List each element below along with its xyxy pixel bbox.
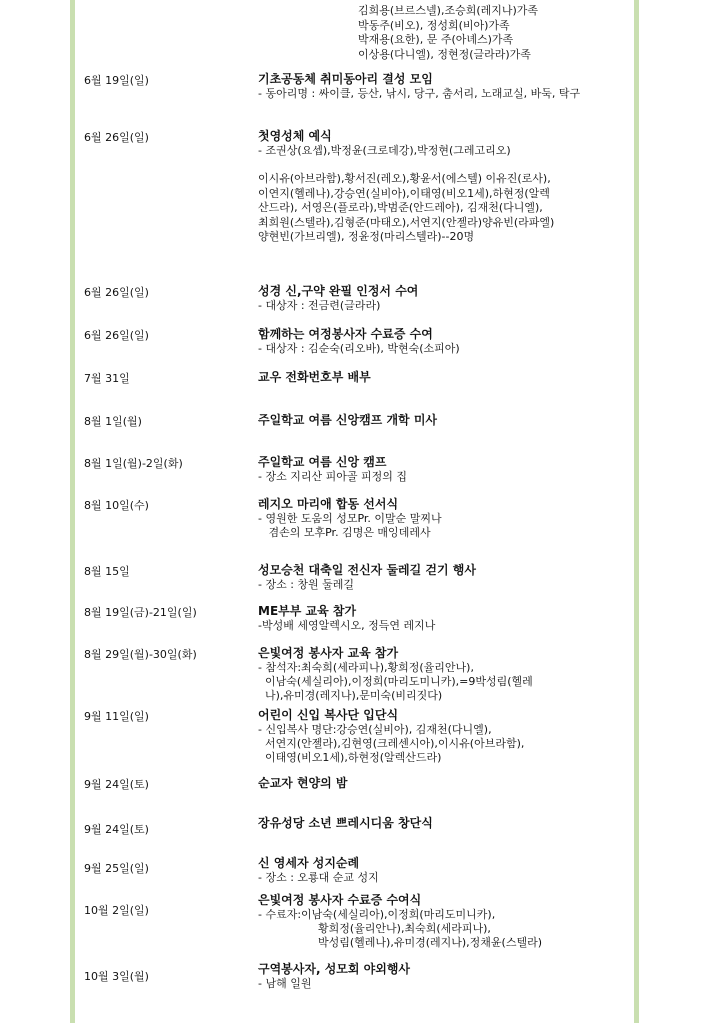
name-line: 이시유(아브라함),황서진(레오),황윤서(에스텔) 이유진(로사), [258, 172, 551, 185]
event-date: 10월 2일(일) [84, 904, 149, 917]
event-title: 장유성당 소년 쁘레시디움 창단식 [258, 816, 433, 830]
event-title: 순교자 현양의 밤 [258, 776, 348, 790]
event-title: 주일학교 여름 신앙캠프 개학 미사 [258, 413, 438, 427]
event-detail: 박성림(헬레나),유미경(레지나),정채윤(스텔라) [318, 936, 543, 949]
event-date: 9월 24일(토) [84, 778, 149, 791]
communicant-names [258, 172, 628, 245]
event-date: 8월 1일(월)-2일(화) [84, 457, 183, 470]
event-content [258, 129, 628, 245]
event-title: 어린이 신입 복사단 입단식 [258, 708, 399, 722]
event-content [258, 893, 628, 950]
event-content [258, 776, 628, 791]
family-line: 이상용(다니엘), 정현정(글라라)가족 [358, 47, 531, 61]
event-date: 8월 1일(월) [84, 415, 142, 428]
event-title: 함께하는 여정봉사자 수료증 수여 [258, 327, 433, 341]
event-detail: - 장소 : 창원 둘레길 [258, 578, 355, 591]
event-detail: -박성배 세영알렉시오, 정득연 레지나 [258, 619, 436, 632]
event-detail: - 대상자 : 전금련(글라라) [258, 299, 381, 312]
event-content [258, 455, 628, 484]
event-detail: 서연지(안젤라),김현영(크레센시아),이시유(아브라함), [258, 737, 525, 750]
event-date: 8월 10일(수) [84, 499, 149, 512]
event-content [258, 962, 628, 991]
event-title: 신 영세자 성지순례 [258, 856, 360, 870]
event-date: 7월 31일 [84, 372, 130, 385]
event-detail: - 동아리명 : 싸이클, 등산, 낚시, 당구, 춤서리, 노래교실, 바둑, 탁구 [258, 87, 581, 100]
event-content [258, 72, 628, 101]
event-content [258, 370, 628, 385]
event-detail: - 장소 : 오룡대 순교 성지 [258, 871, 379, 884]
event-title: ME부부 교육 참가 [258, 604, 357, 618]
event-detail: 황희정(율리안나),최숙희(세라피나), [318, 922, 491, 935]
event-date: 8월 29일(월)-30일(화) [84, 648, 197, 661]
event-title: 첫영성체 예식 [258, 129, 332, 143]
event-content [258, 284, 628, 313]
event-title: 기초공동체 취미동아리 결성 모임 [258, 72, 433, 86]
family-line: 박재용(요한), 문 주(아녜스)가족 [358, 33, 514, 46]
event-content [258, 563, 628, 592]
event-date: 10월 3일(월) [84, 970, 149, 983]
event-detail: - 남해 일원 [258, 977, 312, 990]
event-title: 주일학교 여름 신앙 캠프 [258, 455, 387, 469]
family-line: 박동주(비오), 정성희(비아)가족 [358, 18, 510, 32]
event-detail: 이태영(비오1세),하현정(알렉산드라) [258, 751, 442, 764]
event-title: 성모승천 대축일 전신자 둘레길 걷기 행사 [258, 563, 476, 577]
name-line: 이연지(헬레나),강승연(실비아),이태영(비오1세),하현정(알렉 [258, 186, 550, 200]
event-title: 교우 전화번호부 배부 [258, 370, 371, 384]
event-date: 8월 15일 [84, 565, 130, 578]
event-date: 9월 25일(일) [84, 862, 149, 875]
event-content [258, 856, 628, 885]
event-content [258, 646, 628, 703]
event-date: 9월 11일(일) [84, 710, 149, 723]
name-line: 양현빈(가브리엘), 정윤정(마리스텔라)--20명 [258, 230, 475, 243]
event-title: 구역봉사자, 성모회 야외행사 [258, 962, 411, 976]
event-content [258, 816, 628, 831]
event-date: 6월 26일(일) [84, 329, 149, 342]
event-title: 레지오 마리애 합동 선서식 [258, 497, 399, 511]
event-date: 9월 24일(토) [84, 823, 149, 836]
event-date: 6월 19일(일) [84, 74, 149, 87]
event-date: 6월 26일(일) [84, 286, 149, 299]
event-content [258, 497, 628, 540]
event-title: 성경 신,구약 완필 인정서 수여 [258, 284, 419, 298]
event-detail: - 참석자:최숙희(세라피나),황희정(율리안나), [258, 661, 474, 674]
event-detail: - 수료자:이남숙(세실리아),이정희(마리도미니카), [258, 908, 496, 921]
event-content [258, 413, 628, 428]
event-detail: - 영원한 도움의 성모Pr. 이말순 말찌나 [258, 512, 442, 525]
event-content [258, 327, 628, 356]
event-detail: - 신입복사 명단:강승연(실비아), 김재천(다니엘), [258, 723, 492, 736]
event-date: 6월 26일(일) [84, 131, 149, 144]
family-line: 김희용(브르스넬),조승희(레지나)가족 [358, 4, 539, 17]
family-list [358, 4, 538, 62]
event-detail: - 장소 지리산 피아골 피정의 집 [258, 470, 407, 483]
event-detail: 이남숙(세실리아),이정희(마리도미니카),=9박성림(헬레 [258, 675, 533, 688]
event-content [258, 604, 628, 633]
name-line: 최희원(스텔라),김형준(마태오),서연지(안젤라)양유빈(라파엘) [258, 215, 555, 229]
event-title: 은빛여정 봉사자 교육 참가 [258, 646, 399, 660]
event-content [258, 708, 628, 765]
event-title: 은빛여정 봉사자 수료증 수여식 [258, 893, 422, 907]
name-line: 산드라), 서영은(플로라),박범준(안드레아), 김재천(다니엘), [258, 201, 543, 214]
event-detail: - 대상자 : 김순숙(리오바), 박현숙(소피아) [258, 342, 460, 355]
event-date: 8월 19일(금)-21일(일) [84, 606, 197, 619]
event-detail: - 조권상(요셉),박정윤(크로데강),박정현(그레고리오) [258, 144, 511, 157]
event-detail: 나),유미경(레지나),문미숙(비리짓다) [258, 689, 443, 702]
event-detail: 겸손의 모후Pr. 김명은 매잉데레사 [258, 526, 431, 539]
